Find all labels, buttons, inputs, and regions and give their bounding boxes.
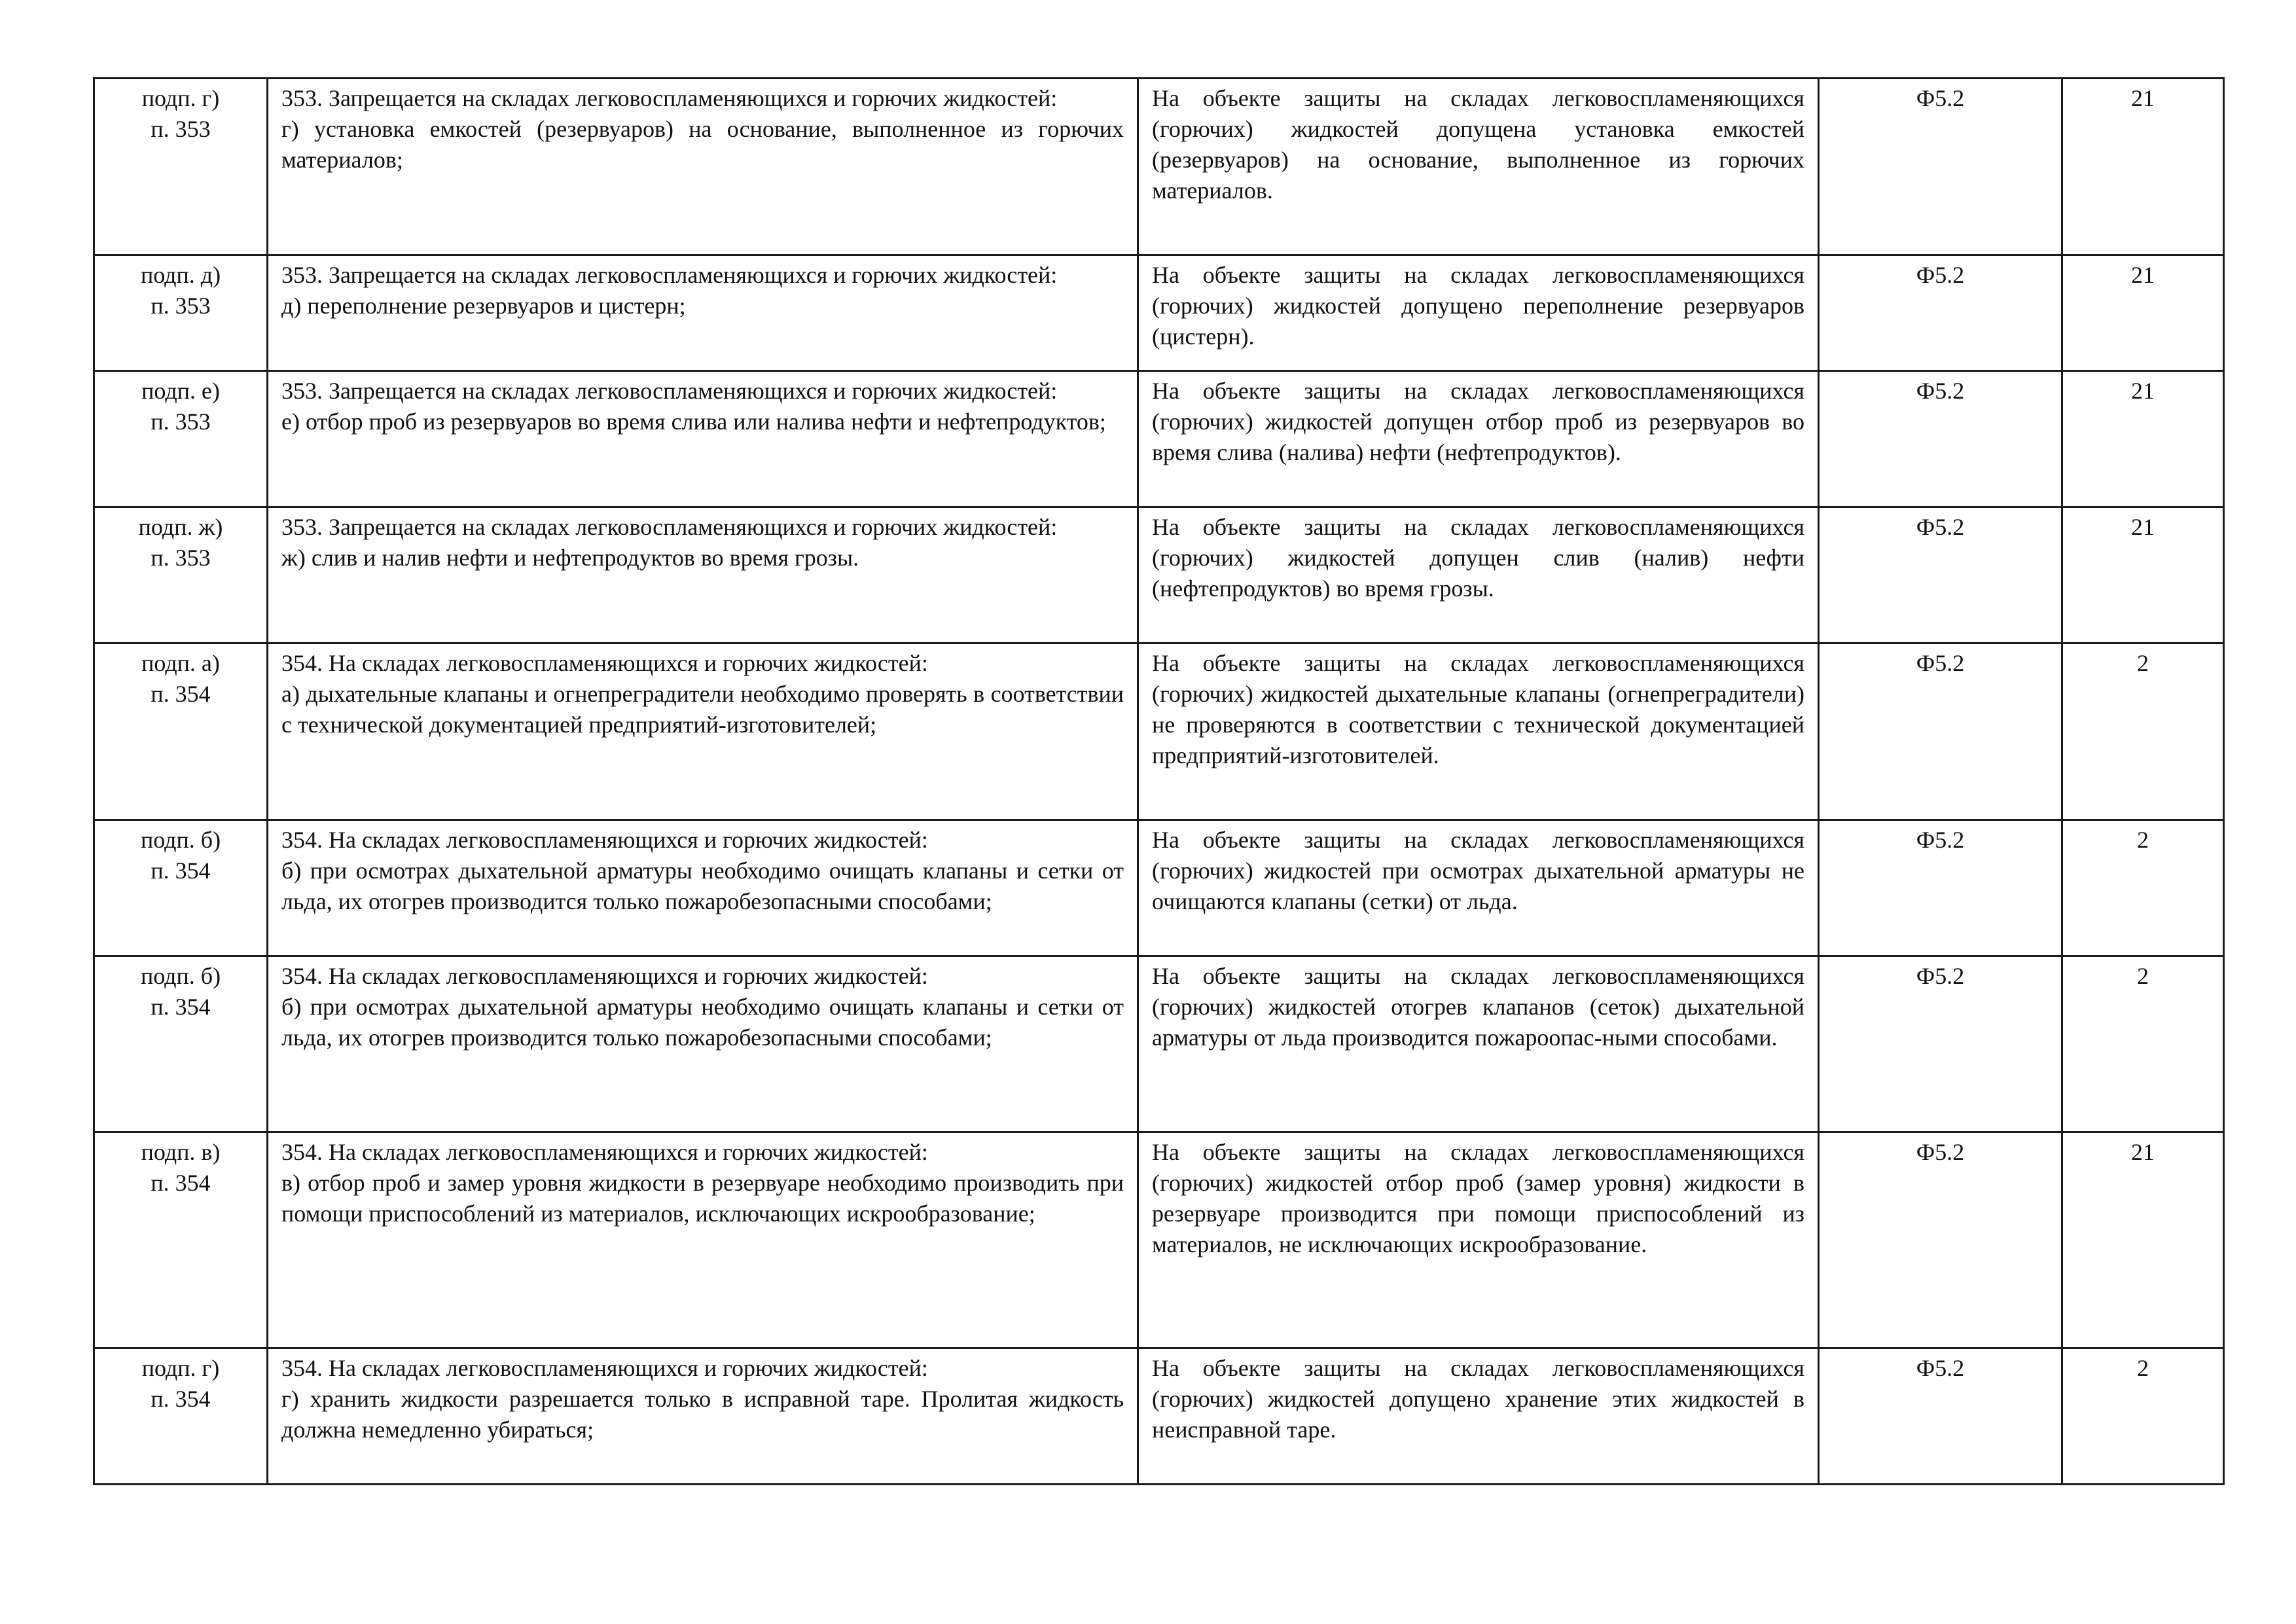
code-cell: Ф5.2	[1819, 820, 2062, 956]
table-row	[94, 255, 2224, 371]
table-row	[94, 507, 2224, 643]
table-row	[94, 1348, 2224, 1485]
table-row	[94, 1132, 2224, 1348]
regulation-table	[93, 77, 2225, 1485]
violation-text: На объекте защиты на складах легковоспламеняющихся (горючих) жидкостей допущено переполнение резервуаров (цистерн).	[1138, 255, 1819, 371]
clause-reference: подп. б) п. 354	[94, 820, 268, 956]
violation-text: На объекте защиты на складах легковоспламеняющихся (горючих) жидкостей отбор проб (замер уровня) жидкости в резервуаре производится при помощи приспособлений из материалов, не исключающих искрообразование.	[1138, 1132, 1819, 1348]
violation-text: На объекте защиты на складах легковоспламеняющихся (горючих) жидкостей допущен отбор проб из резервуаров во время слива (налива) нефти (нефтепродуктов).	[1138, 371, 1819, 507]
requirement-text: 354. На складах легковоспламеняющихся и горючих жидкостей: г) хранить жидкости разрешается только в исправной таре. Пролитая жидкость должна немедленно убираться;	[268, 1348, 1138, 1485]
violation-text: На объекте защиты на складах легковоспламеняющихся (горючих) жидкостей допущен слив (налив) нефти (нефтепродуктов) во время грозы.	[1138, 507, 1819, 643]
violation-text: На объекте защиты на складах легковоспламеняющихся (горючих) жидкостей дыхательные клапаны (огнепреградители) не проверяются в соответствии с технической документацией предприятий-изготовителей.	[1138, 643, 1819, 820]
clause-reference: подп. в) п. 354	[94, 1132, 268, 1348]
requirement-text: 353. Запрещается на складах легковоспламеняющихся и горючих жидкостей: г) установка емкостей (резервуаров) на основание, выполненное из горючих материалов;	[268, 79, 1138, 255]
clause-reference: подп. д) п. 353	[94, 255, 268, 371]
clause-reference: подп. г) п. 353	[94, 79, 268, 255]
requirement-text: 354. На складах легковоспламеняющихся и горючих жидкостей: а) дыхательные клапаны и огнепреградители необходимо проверять в соответствии с технической документацией предприятий-изготовителей;	[268, 643, 1138, 820]
number-cell: 2	[2062, 956, 2224, 1132]
number-cell: 2	[2062, 1348, 2224, 1485]
clause-reference: подп. г) п. 354	[94, 1348, 268, 1485]
table-row	[94, 820, 2224, 956]
code-cell: Ф5.2	[1819, 1348, 2062, 1485]
table-row	[94, 643, 2224, 820]
clause-reference: подп. е) п. 353	[94, 371, 268, 507]
requirement-text: 354. На складах легковоспламеняющихся и горючих жидкостей: б) при осмотрах дыхательной арматуры необходимо очищать клапаны и сетки от льда, их отогрев производится только пожаробезопасными способами;	[268, 820, 1138, 956]
clause-reference: подп. б) п. 354	[94, 956, 268, 1132]
code-cell: Ф5.2	[1819, 643, 2062, 820]
code-cell: Ф5.2	[1819, 1132, 2062, 1348]
violation-text: На объекте защиты на складах легковоспламеняющихся (горючих) жидкостей отогрев клапанов (сеток) дыхательной арматуры от льда производится пожароопас-ными способами.	[1138, 956, 1819, 1132]
requirement-text: 354. На складах легковоспламеняющихся и горючих жидкостей: б) при осмотрах дыхательной арматуры необходимо очищать клапаны и сетки от льда, их отогрев производится только пожаробезопасными способами;	[268, 956, 1138, 1132]
table-row	[94, 371, 2224, 507]
requirement-text: 354. На складах легковоспламеняющихся и горючих жидкостей: в) отбор проб и замер уровня жидкости в резервуаре необходимо производить при помощи приспособлений из материалов, исключающих искрообразование;	[268, 1132, 1138, 1348]
number-cell: 21	[2062, 507, 2224, 643]
violation-text: На объекте защиты на складах легковоспламеняющихся (горючих) жидкостей допущена установка емкостей (резервуаров) на основание, выполненное из горючих материалов.	[1138, 79, 1819, 255]
number-cell: 2	[2062, 643, 2224, 820]
clause-reference: подп. а) п. 354	[94, 643, 268, 820]
code-cell: Ф5.2	[1819, 255, 2062, 371]
code-cell: Ф5.2	[1819, 79, 2062, 255]
violation-text: На объекте защиты на складах легковоспламеняющихся (горючих) жидкостей при осмотрах дыхательной арматуры не очищаются клапаны (сетки) от льда.	[1138, 820, 1819, 956]
code-cell: Ф5.2	[1819, 956, 2062, 1132]
number-cell: 21	[2062, 371, 2224, 507]
number-cell: 21	[2062, 255, 2224, 371]
number-cell: 21	[2062, 79, 2224, 255]
requirement-text: 353. Запрещается на складах легковоспламеняющихся и горючих жидкостей: д) переполнение резервуаров и цистерн;	[268, 255, 1138, 371]
requirement-text: 353. Запрещается на складах легковоспламеняющихся и горючих жидкостей: е) отбор проб из резервуаров во время слива или налива нефти и нефтепродуктов;	[268, 371, 1138, 507]
number-cell: 2	[2062, 820, 2224, 956]
violation-text: На объекте защиты на складах легковоспламеняющихся (горючих) жидкостей допущено хранение этих жидкостей в неисправной таре.	[1138, 1348, 1819, 1485]
code-cell: Ф5.2	[1819, 371, 2062, 507]
table-row	[94, 79, 2224, 255]
number-cell: 21	[2062, 1132, 2224, 1348]
table-row	[94, 956, 2224, 1132]
code-cell: Ф5.2	[1819, 507, 2062, 643]
requirement-text: 353. Запрещается на складах легковоспламеняющихся и горючих жидкостей: ж) слив и налив нефти и нефтепродуктов во время грозы.	[268, 507, 1138, 643]
clause-reference: подп. ж) п. 353	[94, 507, 268, 643]
